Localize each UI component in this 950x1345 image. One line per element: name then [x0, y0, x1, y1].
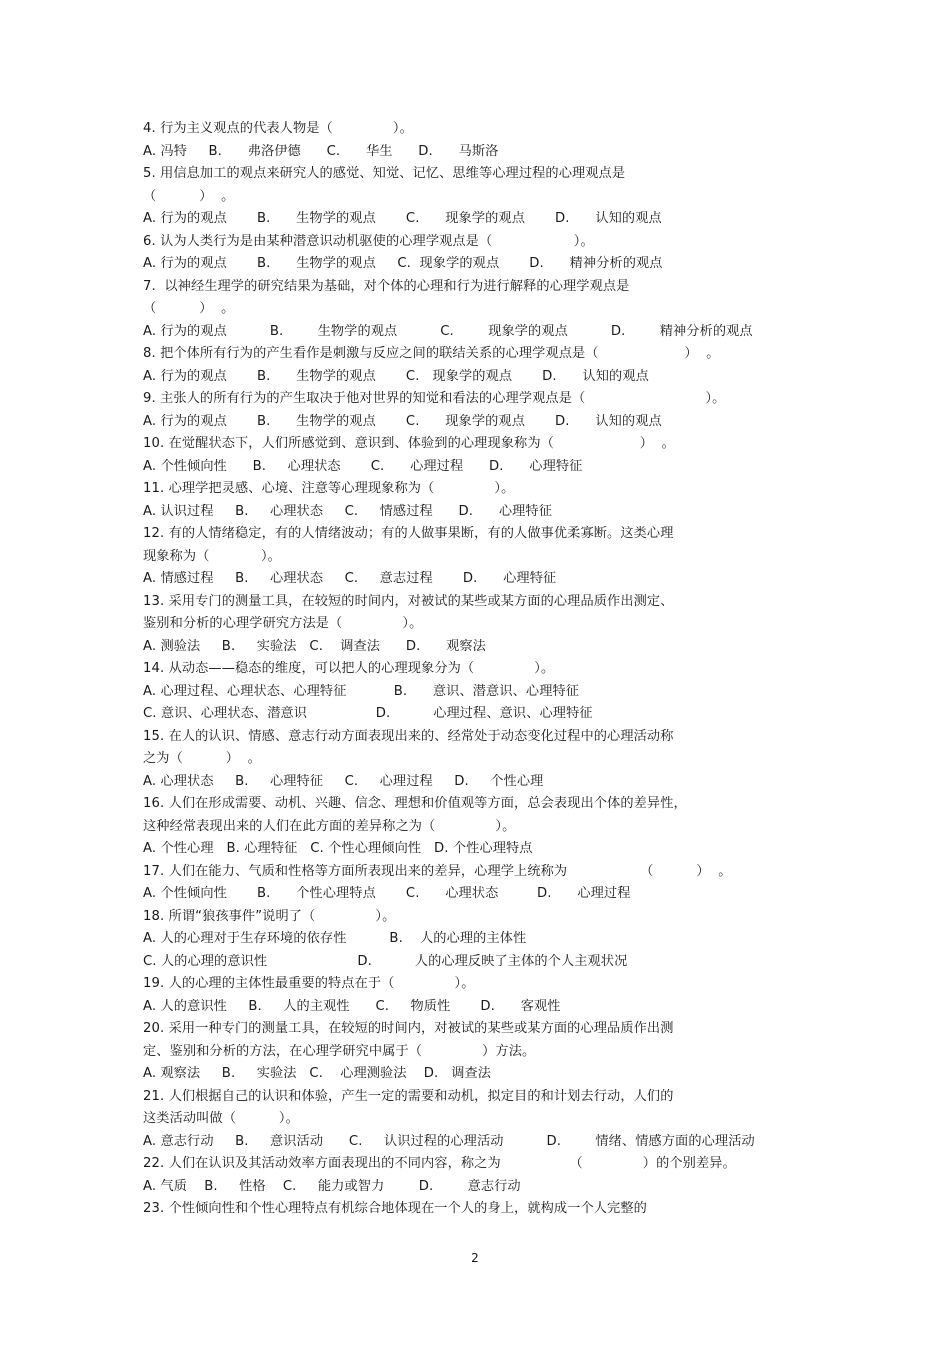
- text-line: A. 个性倾向性 B. 个性心理特点 C. 心理状态 D. 心理过程: [143, 886, 631, 901]
- text-line: A. 冯特 B. 弗洛伊德 C. 华生 D. 马斯洛: [143, 143, 499, 159]
- text-line: 11. 心理学把灵感、心境、注意等心理现象称为（ ）。: [143, 481, 515, 496]
- text-line: 12. 有的人情绪稳定，有的人情绪波动；有的人做事果断，有的人做事优柔寡断。这类心理: [143, 526, 674, 541]
- text-line: 这类活动叫做（ ）。: [143, 1111, 299, 1126]
- text-line: A. 人的心理对于生存环境的依存性 B. 人的心理的主体性: [143, 931, 527, 946]
- text-line: A. 个性心理 B. 心理特征 C. 个性心理倾向性 D. 个性心理特点: [143, 841, 533, 856]
- text-line: A. 行为的观点 B. 生物学的观点 C. 现象学的观点 D. 认知的观点: [143, 368, 649, 384]
- text-line: A. 观察法 B. 实验法 C. 心理测验法 D. 调查法: [143, 1066, 492, 1081]
- text-line: 鉴别和分析的心理学研究方法是（ ）。: [143, 616, 423, 631]
- text-line: 6. 认为人类行为是由某种潜意识动机驱使的心理学观点是（ ）。: [143, 233, 594, 249]
- text-line: 17. 人们在能力、气质和性格等方面所表现出来的差异，心理学上统称为 （ ） 。: [143, 863, 732, 879]
- text-line: 9. 主张人的所有行为的产生取决于他对世界的知觉和看法的心理学观点是（ ）。: [143, 391, 726, 406]
- text-line: 18. 所谓“狼孩事件”说明了（ ）。: [143, 908, 396, 924]
- text-line: A. 心理过程、心理状态、心理特征 B. 意识、潜意识、心理特征: [143, 683, 580, 699]
- text-line: A. 行为的观点 B. 生物学的观点 C. 现象学的观点 D. 认知的观点: [143, 211, 662, 226]
- text-line: 19. 人的心理的主体性最重要的特点在于（ ）。: [143, 976, 475, 991]
- text-line: A. 情感过程 B. 心理状态 C. 意志过程 D. 心理特征: [143, 571, 557, 586]
- text-line: A. 认识过程 B. 心理状态 C. 情感过程 D. 心理特征: [143, 503, 552, 519]
- text-line: 20. 采用一种专门的测量工具，在较短的时间内，对被试的某些或某方面的心理品质作出测: [143, 1021, 674, 1036]
- text-line: A. 行为的观点 B. 生物学的观点 C. 现象学的观点 D. 精神分析的观点: [143, 323, 753, 339]
- text-line: 23. 个性倾向性和个性心理特点有机综合地体现在一个人的身上，就构成一个人完整的: [143, 1201, 647, 1216]
- text-line: 14. 从动态——稳态的维度，可以把人的心理现象分为（ ）。: [143, 661, 555, 676]
- text-line: 之为（ ） 。: [143, 751, 261, 766]
- text-line: 13. 采用专门的测量工具，在较短的时间内，对被试的某些或某方面的心理品质作出测定、: [143, 593, 674, 609]
- text-line: A. 个性倾向性 B. 心理状态 C. 心理过程 D. 心理特征: [143, 458, 583, 474]
- text-line: 定、鉴别和分析的方法，在心理学研究中属于（ ）方法。: [143, 1043, 536, 1059]
- text-line: 现象称为（ ）。: [143, 548, 281, 564]
- text-line: 15. 在人的认识、情感、意志行动方面表现出来的、经常处于动态变化过程中的心理活动称: [143, 728, 674, 744]
- text-line: C. 人的心理的意识性 D. 人的心理反映了主体的个人主观状况: [143, 953, 628, 969]
- text-line: 7. 以神经生理学的研究结果为基础，对个体的心理和行为进行解释的心理学观点是: [143, 278, 630, 294]
- text-line: A. 气质 B. 性格 C. 能力或智力 D. 意志行动: [143, 1178, 521, 1194]
- text-line: 8. 把个体所有行为的产生看作是刺激与反应之间的联结关系的心理学观点是（ ） 。: [143, 346, 720, 361]
- text-line: 22. 人们在认识及其活动效率方面表现出的不同内容，称之为 （ ）的个别差异。: [143, 1156, 736, 1171]
- text-line: 21. 人们根据自己的认识和体验，产生一定的需要和动机，拟定目的和计划去行动，人们的: [143, 1088, 674, 1104]
- text-line: 这种经常表现出来的人们在此方面的差异称之为（ ）。: [143, 818, 516, 834]
- text-line: （ ） 。: [143, 188, 235, 204]
- text-line: A. 意志行动 B. 意识活动 C. 认识过程的心理活动 D. 情绪、情感方面的心理活动: [143, 1133, 755, 1149]
- text-line: 5. 用信息加工的观点来研究人的感觉、知觉、记忆、思维等心理过程的心理观点是: [143, 166, 626, 181]
- page-number: 2: [471, 1251, 479, 1265]
- text-line: 10. 在觉醒状态下，人们所感觉到、意识到、体验到的心理现象称为（ ） 。: [143, 436, 675, 451]
- text-line: C. 意识、心理状态、潜意识 D. 心理过程、意识、心理特征: [143, 706, 593, 721]
- text-line: 16. 人们在形成需要、动机、兴趣、信念、理想和价值观等方面，总会表现出个体的差异性，: [143, 796, 687, 811]
- document-body: [143, 118, 833, 1221]
- text-line: A. 人的意识性 B. 人的主观性 C. 物质性 D. 客观性: [143, 998, 561, 1014]
- text-line: A. 测验法 B. 实验法 C. 调查法 D. 观察法: [143, 638, 486, 654]
- text-line: （ ） 。: [143, 301, 235, 316]
- text-line: A. 行为的观点 B. 生物学的观点 C. 现象学的观点 D. 认知的观点: [143, 413, 662, 429]
- text-line: 4. 行为主义观点的代表人物是（ ）。: [143, 121, 413, 136]
- text-line: A. 心理状态 B. 心理特征 C. 心理过程 D. 个性心理: [143, 773, 544, 789]
- text-line: A. 行为的观点 B. 生物学的观点 C. 现象学的观点 D. 精神分析的观点: [143, 256, 663, 271]
